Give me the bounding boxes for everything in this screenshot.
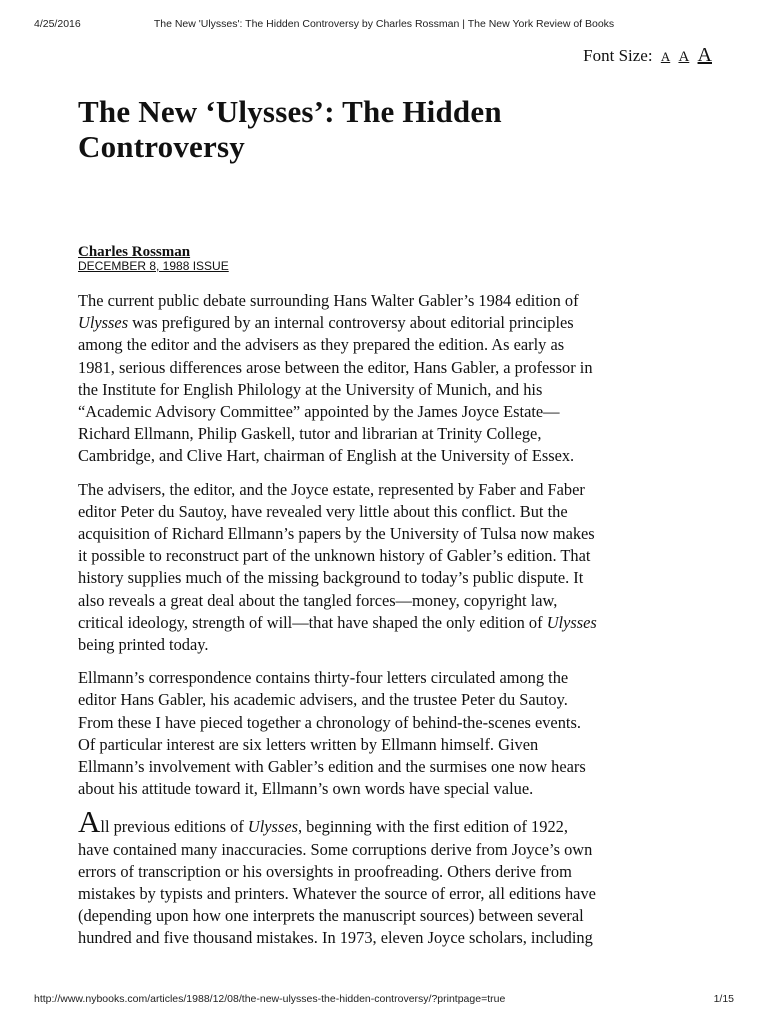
print-url: http://www.nybooks.com/articles/1988/12/08/the-new-ulysses-the-hidden-controversy/?printpage=true — [34, 993, 506, 1005]
print-document-title: The New 'Ulysses': The Hidden Controversy by Charles Rossman | The New York Review of Books — [153, 18, 615, 30]
issue-date-link[interactable]: DECEMBER 8, 1988 ISSUE — [78, 259, 229, 273]
font-size-small-button[interactable]: A — [660, 49, 671, 64]
font-size-large-button[interactable]: A — [697, 44, 712, 66]
byline — [78, 245, 698, 273]
page-number: 1/15 — [713, 993, 734, 1005]
font-size-label: Font Size: — [583, 46, 653, 65]
paragraph: The advisers, the editor, and the Joyce estate, represented by Faber and Faber editor Peter du Sautoy, have revealed very little about this conflict. But the acquisition of Richard Ellmann’s papers by the University of Tulsa now makes it possible to reconstruct part of the unknown history of Gabler’s edition. That history supplies much of the missing background to today’s public dispute. It also reveals a great deal about the tangled forces—money, copyright law, critical ideology, strength of will—that have shaped the only edition of Ulysses being printed today. — [78, 479, 597, 655]
article-title-line: Controversy — [78, 129, 245, 164]
article-title-line: The New ‘Ulysses’: The Hidden — [78, 94, 502, 129]
drop-cap: A — [78, 804, 101, 840]
font-size-medium-button[interactable]: A — [678, 49, 690, 65]
font-size-control — [583, 44, 712, 67]
paragraph: Ellmann’s correspondence contains thirty-four letters circulated among the editor Hans Gabler, his academic advisers, and the trustee Peter du Sautoy. From these I have pieced together a chronology of behind-the-scenes events. Of particular interest are six letters written by Ellmann himself. Given Ellmann’s involvement with Gabler’s edition and the surmises one now hears about his attitude toward it, Ellmann’s own words have special value. — [78, 668, 586, 799]
author-link[interactable]: Charles Rossman — [78, 244, 191, 260]
paragraph: All previous editions of Ulysses, beginning with the first edition of 1922, have contained many inaccuracies. Some corruptions derive from Joyce’s own errors of transcription or his oversights in proofreading. Others derive from mistakes by typists and printers. Whatever the source of error, all editions have (depending upon how one interprets the manuscript sources) between several hundred and five thousand mistakes. In 1973, eleven Joyce scholars, including — [78, 804, 596, 948]
paragraph: The current public debate surrounding Hans Walter Gabler’s 1984 edition of Ulysses was prefigured by an internal controversy about editorial principles among the editor and the advisers as they prepared the edition. As early as 1981, serious differences arose between the editor, Hans Gabler, a professor in the Institute for English Philology at the University of Munich, and his “Academic Advisory Committee” appointed by the James Joyce Estate— Richard Ellmann, Philip Gaskell, tutor and librarian at Trinity College, Cambridge, and Clive Hart, chairman of English at the University of Essex. — [78, 291, 593, 466]
print-date: 4/25/2016 — [34, 18, 81, 30]
article-title — [78, 94, 698, 164]
article-body — [78, 290, 698, 950]
article — [78, 94, 698, 950]
